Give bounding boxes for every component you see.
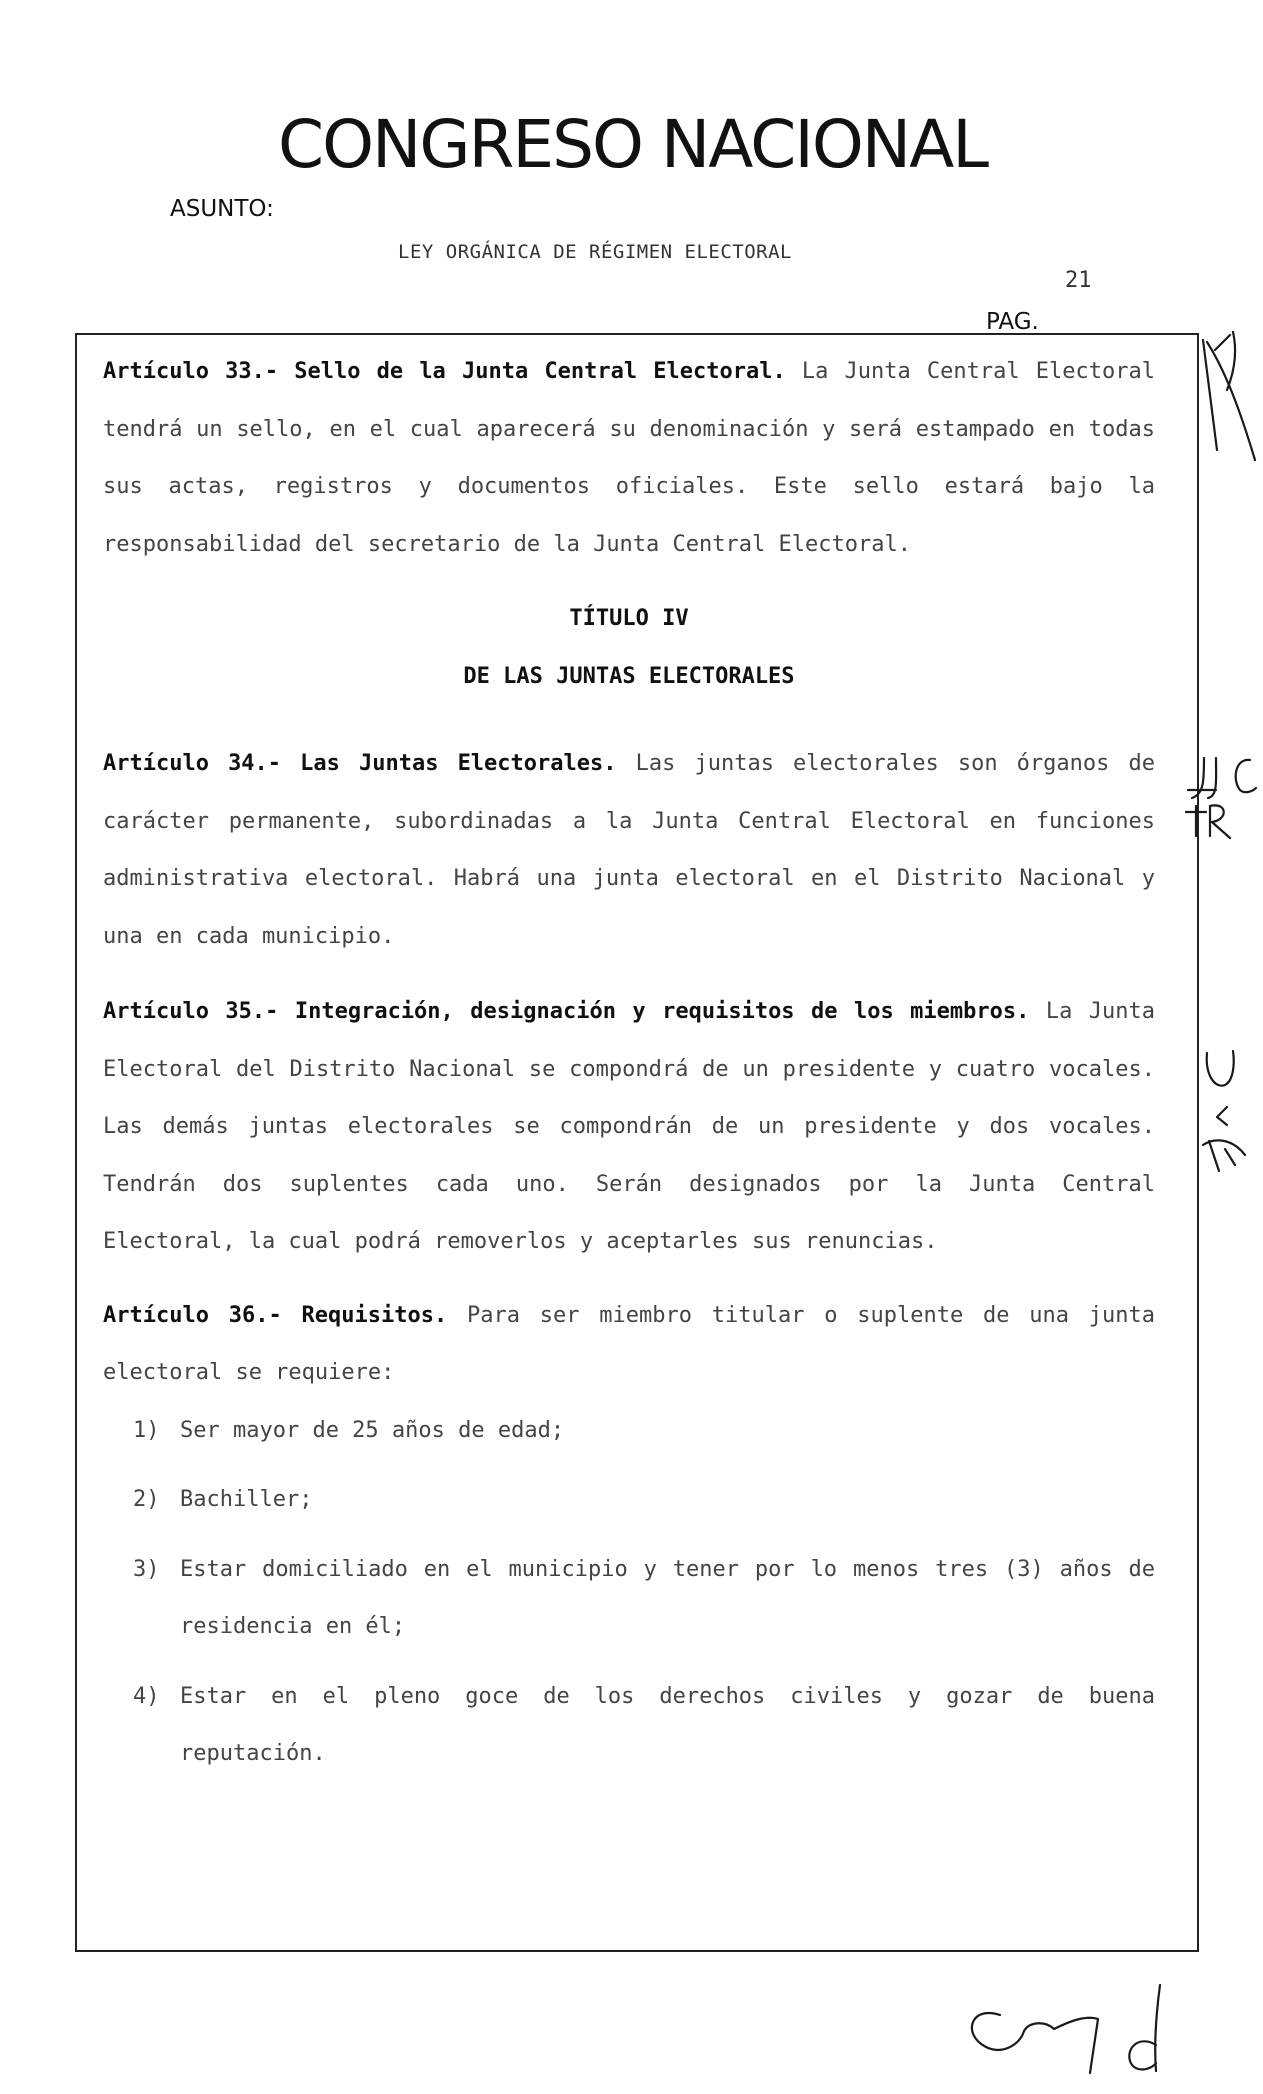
document-subject: LEY ORGÁNICA DE RÉGIMEN ELECTORAL [398, 241, 792, 263]
requirement-item [103, 1668, 1155, 1783]
requirement-text: Estar en el pleno goce de los derechos civiles y gozar de buena reputación. [180, 1683, 1155, 1766]
article-34-text: Las juntas electorales son órganos de carácter permanente, subordinadas a la Junta Central Electoral en funciones administrativa electoral. Habrá una junta electoral en el Distrito Nacional y una en cada municipio. [103, 751, 1155, 949]
requirement-number: 3) [133, 1556, 160, 1582]
requirement-item [103, 1541, 1155, 1656]
article-33 [103, 343, 1155, 573]
article-33-text: La Junta Central Electoral tendrá un sello, en el cual aparecerá su denominación y será estampado en todas sus actas, registros y documentos oficiales. Este sello estará bajo la responsabilidad del secretario de la Junta Central Electoral. [103, 359, 1156, 557]
requirement-text: Estar domiciliado en el municipio y tener por lo menos tres (3) años de residencia en él; [180, 1556, 1155, 1639]
article-35 [103, 983, 1155, 1271]
article-35-text: La Junta Electoral del Distrito Nacional se compondrá de un presidente y cuatro vocales. Las demás juntas electorales se compondrán de un presidente y dos vocales. Tendrán dos suplentes cada uno. Serán designados por la Junta Central Electoral, la cual podrá removerlos y aceptarles sus renuncias. [103, 999, 1155, 1254]
asunto-label: ASUNTO: [170, 196, 274, 222]
article-34-title: Artículo 34.- Las Juntas Electorales. [103, 751, 617, 776]
handwritten-signature-top [1185, 330, 1263, 480]
requirement-item [103, 1471, 1155, 1529]
page-number: 21 [1065, 268, 1092, 293]
article-36-text: Para ser miembro titular o suplente de una junta electoral se requiere: [103, 1302, 1155, 1385]
article-33-title: Artículo 33.- Sello de la Junta Central Electoral. [103, 359, 786, 384]
handwritten-initials-jc-fr [1180, 740, 1260, 840]
requirement-text: Bachiller; [180, 1487, 313, 1512]
requirement-number: 1) [133, 1417, 160, 1443]
document-body [103, 343, 1155, 1783]
requirement-number: 2) [133, 1487, 160, 1512]
title-iv-subheading: DE LAS JUNTAS ELECTORALES [463, 663, 795, 689]
article-36 [103, 1287, 1155, 1402]
requirement-text: Ser mayor de 25 años de edad; [180, 1417, 565, 1443]
article-34 [103, 735, 1155, 965]
article-35-title: Artículo 35.- Integración, designación y requisitos de los miembros. [103, 999, 1030, 1024]
requirement-number: 4) [133, 1683, 160, 1709]
requirement-item [103, 1402, 1155, 1460]
article-36-title: Artículo 36.- Requisitos. [103, 1302, 448, 1328]
page-label: PAG. [986, 309, 1039, 335]
handwritten-signature-bottom [950, 1975, 1210, 2085]
handwritten-mark-side [1195, 1045, 1255, 1175]
page-title: CONGRESO NACIONAL [278, 106, 988, 183]
title-iv-heading: TÍTULO IV [569, 606, 689, 631]
